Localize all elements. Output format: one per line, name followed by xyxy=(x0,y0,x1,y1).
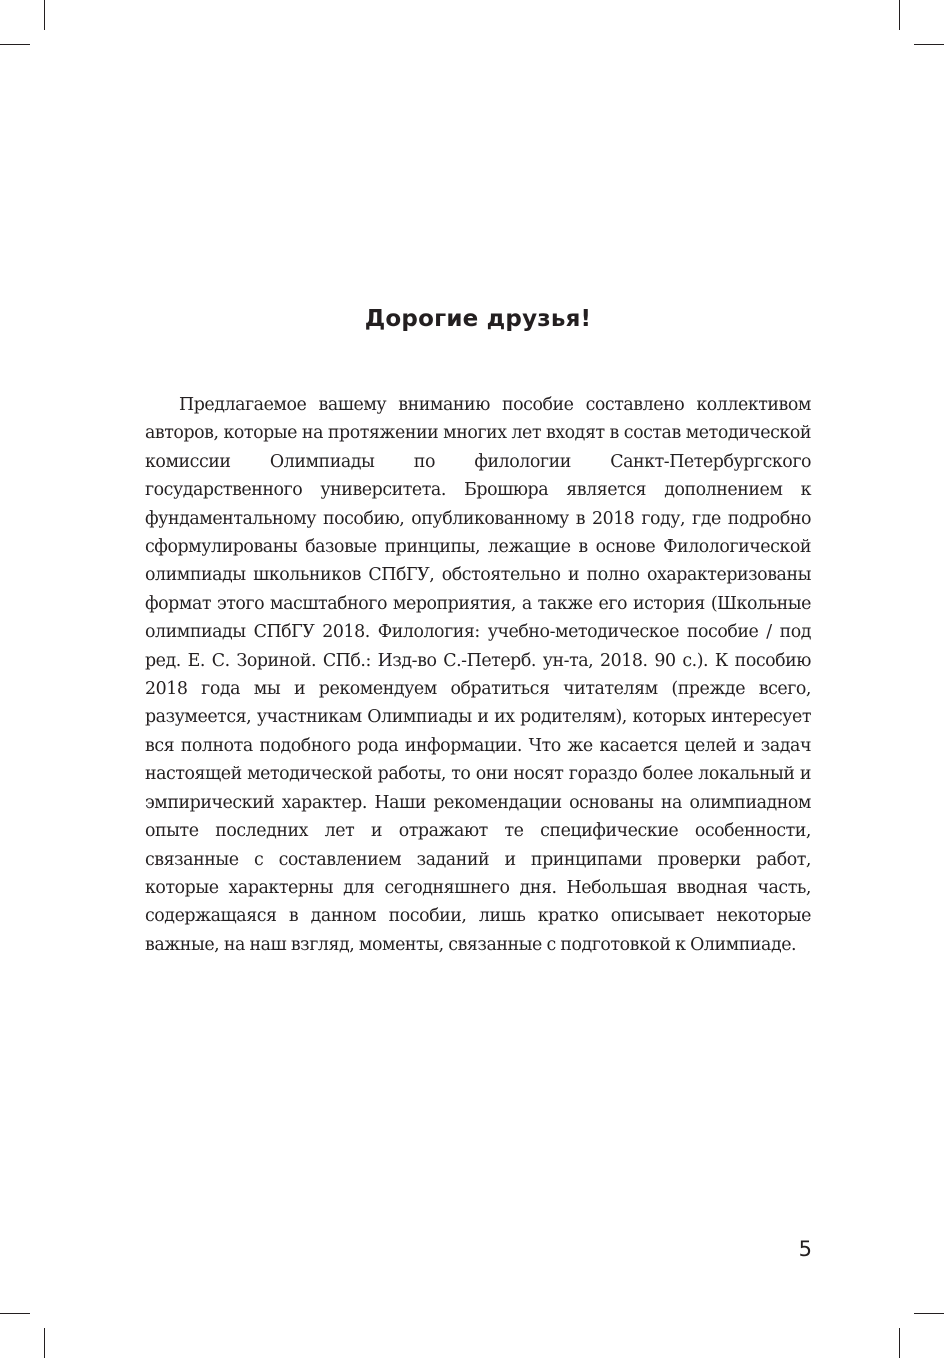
page-number: 5 xyxy=(798,1237,812,1261)
crop-mark-bottom-right-horizontal xyxy=(914,1313,944,1314)
crop-mark-bottom-right-vertical xyxy=(899,1328,900,1358)
crop-mark-top-right-vertical xyxy=(899,0,900,30)
crop-mark-top-left-horizontal xyxy=(0,44,30,45)
crop-mark-bottom-left-horizontal xyxy=(0,1313,30,1314)
body-paragraph: Предлагаемое вашему вниманию пособие составлено коллективом авторов, которые на протяжении многих лет входят в состав методической комиссии Олимпиады по филологии Санкт-Петербургского государственного университета. Брошюра является дополнением к фундаментальному пособию, опубликованному в 2018 году, где подробно сформулированы базовые принципы, лежащие в основе Филологической олимпиады школьников СПбГУ, обстоятельно и полно охарактеризованы формат этого масштабного мероприятия, а также его история (Школьные олимпиады СПбГУ 2018. Филология: учебно-методическое пособие / под ред. Е. С. Зориной. СПб.: Изд-во С.-Петерб. ун-та, 2018. 90 с.). К пособию 2018 года мы и рекомендуем обратиться читателям (прежде всего, разумеется, участникам Олимпиады и их родителям), которых интересует вся полнота подобного рода информации. Что же касается целей и задач настоящей методической работы, то они носят гораздо более локальный и эмпирический характер. Наши рекомендации основаны на олимпиадном опыте последних лет и отражают те специфические особенности, связанные с составлением заданий и принципами проверки работ, которые характерны для сегодняшнего дня. Небольшая вводная часть, содержащаяся в данном пособии, лишь кратко описывает некоторые важные, на наш взгляд, моменты, связанные с подготовкой к Олимпиаде. xyxy=(145,395,811,955)
crop-mark-bottom-left-vertical xyxy=(44,1328,45,1358)
page-heading: Дорогие друзья! xyxy=(364,306,592,332)
crop-mark-top-left-vertical xyxy=(44,0,45,30)
crop-mark-top-right-horizontal xyxy=(914,44,944,45)
